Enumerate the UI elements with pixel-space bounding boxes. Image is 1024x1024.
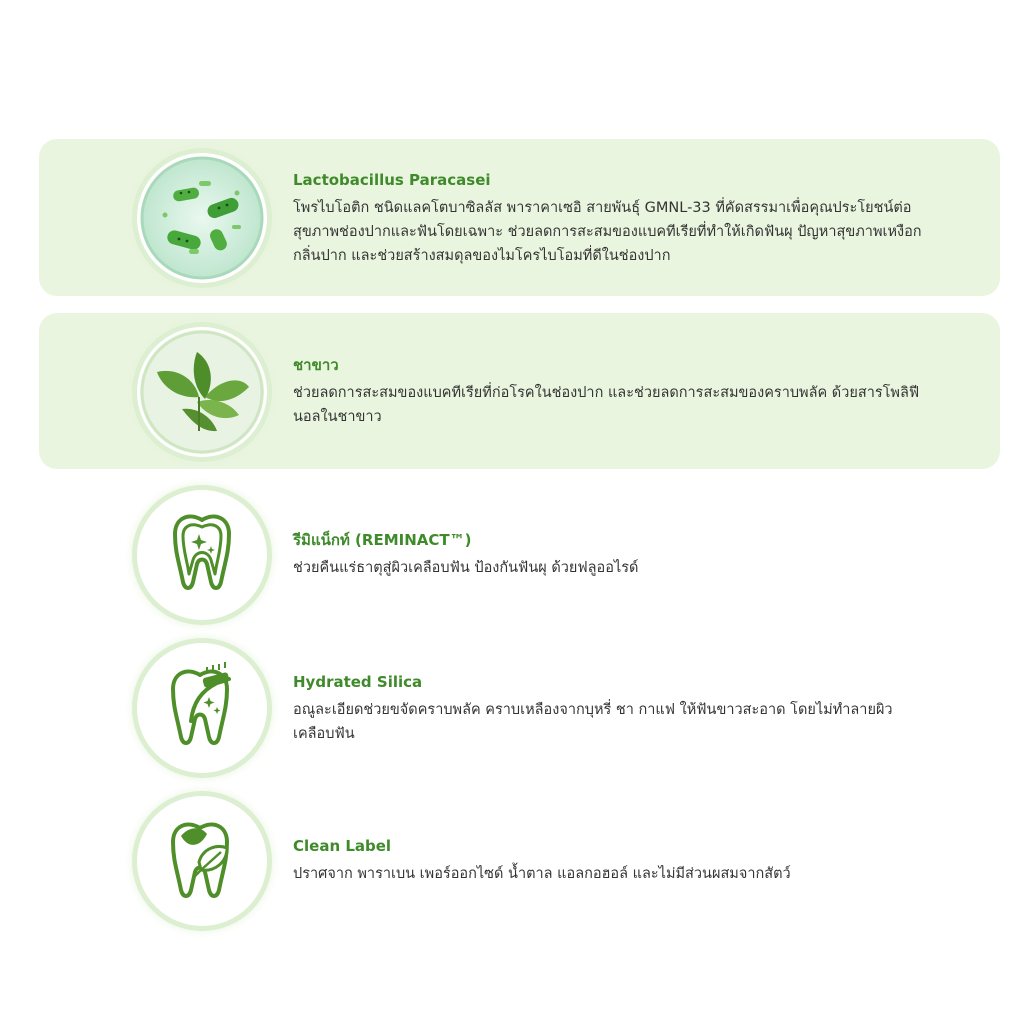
ingredient-description: ปราศจาก พาราเบน เพอร์ออกไซด์ น้ำตาล แอลกอฮอล์ และไม่มีส่วนผสมจากสัตว์ — [293, 866, 791, 882]
ingredient-description: อณูละเอียดช่วยขจัดคราบพลัค คราบเหลืองจากบุหรี่ ชา กาแฟ ให้ฟันขาวสะอาด โดยไม่ทำลายผิวเคลือบฟัน — [293, 702, 893, 742]
ingredient-title: Clean Label — [293, 837, 392, 855]
tooth-sparkle-icon — [137, 490, 267, 620]
ingredient-description: โพรไบโอติก ชนิดแลคโตบาซิลลัส พาราคาเซอิ สายพันธุ์ GMNL-33 ที่คัดสรรมาเพื่อคุณประโยชน์ต่อสุขภาพช่องปากและฟันโดยเฉพาะ ช่วยลดการสะสมของแบคทีเรียที่ทำให้เกิดฟันผุ ปัญหาสุขภาพเหงือก กลิ่นปาก และช่วยสร้างสมดุลของไมโครไบโอมที่ดีในช่องปาก — [293, 200, 922, 264]
tea-leaf-icon — [137, 327, 267, 457]
bacteria-icon — [137, 153, 267, 283]
ingredient-description: ช่วยคืนแร่ธาตุสู่ผิวเคลือบฟัน ป้องกันฟันผุ ด้วยฟลูออไรด์ — [293, 560, 639, 576]
tooth-leaf-icon — [137, 796, 267, 926]
ingredient-description: ช่วยลดการสะสมของแบคทีเรียที่ก่อโรคในช่องปาก และช่วยลดการสะสมของคราบพลัค ด้วยสารโพลิฟีนอลในชาขาว — [293, 385, 920, 425]
tooth-brush-icon — [137, 643, 267, 773]
ingredient-title: รีมิแน็กท์ (REMINACT™) — [293, 531, 472, 549]
ingredient-title: Lactobacillus Paracasei — [293, 171, 491, 189]
ingredient-title: Hydrated Silica — [293, 673, 423, 691]
ingredient-title: ชาขาว — [293, 356, 339, 374]
